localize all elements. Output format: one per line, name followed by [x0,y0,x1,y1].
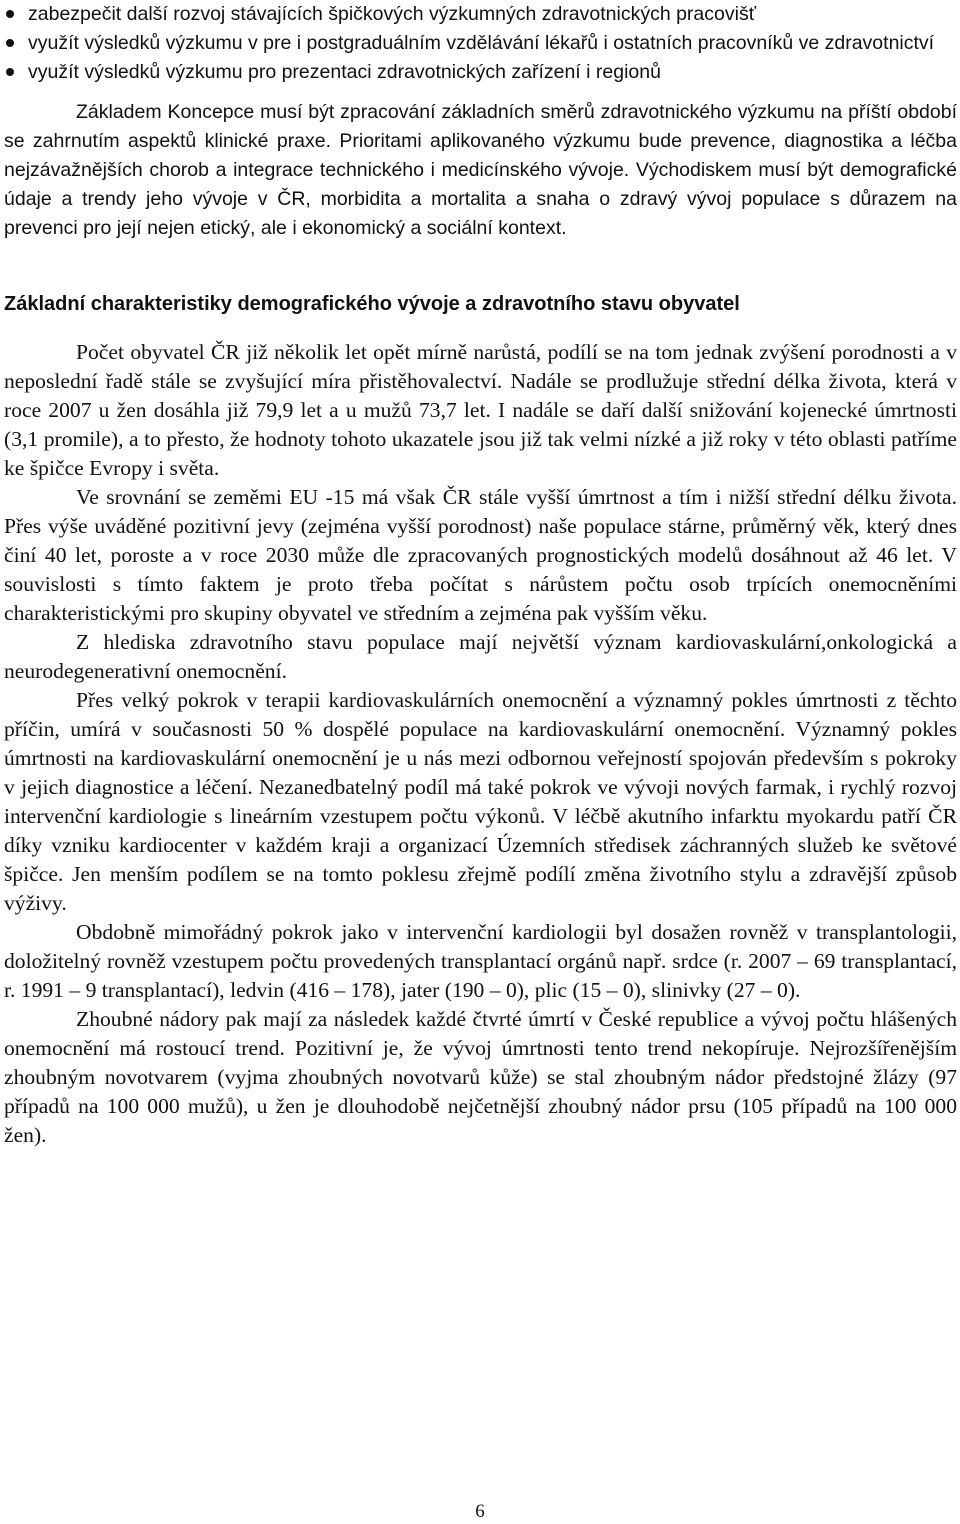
body-paragraph: Ve srovnání se zeměmi EU -15 má však ČR stále vyšší úmrtnost a tím i nižší střední délku života. Přes výše uváděné pozitivní jevy (zejména vyšší porodnost) naše populace stárne, průměrný věk, který dnes činí 40 let, poroste a v roce 2030 může dle zpracovaných prognostických modelů dosáhnout až 46 let. V souvislosti s tímto faktem je proto třeba počítat s nárůstem počtu osob trpících onemocněními charakteristickými pro skupiny obyvatel ve středním a zejména pak vyšším věku. [4,485,957,625]
body-paragraph: Počet obyvatel ČR již několik let opět mírně narůstá, podílí se na tom jednak zvýšení porodnosti a v neposlední řadě stále se zvyšující míra přistěhovalectví. Nadále se prodlužuje střední délka života, která v roce 2007 u žen dosáhla již 79,9 let a u mužů 73,7 let. I nadále se daří další snižování kojenecké úmrtnosti (3,1 promile), a to přesto, že hodnoty tohoto ukazatele jsou již tak velmi nízké a již roky v této oblasti patříme ke špičce Evropy i světa. [4,340,957,480]
bullet-item [4,0,957,29]
page-content [4,0,957,1150]
body-paragraph: Zhoubné nádory pak mají za následek každé čtvrté úmrtí v České republice a vývoj počtu hlášených onemocnění má rostoucí trend. Pozitivní je, že vývoj úmrtnosti tento trend nekopíruje. Nejrozšířenějším zhoubným novotvarem (vyjma zhoubných novotvarů kůže) se stal zhoubným nádor předstojné žlázy (97 případů na 100 000 mužů), u žen je dlouhodobě nejčetnější zhoubný nádor prsu (105 případů na 100 000 žen). [4,1007,957,1147]
page-number: 6 [475,1501,485,1522]
bullet-icon [6,39,14,47]
bullet-item [4,29,957,58]
bullet-item [4,58,957,87]
body-paragraph: Obdobně mimořádný pokrok jako v intervenční kardiologii byl dosažen rovněž v transplantologii, doložitelný rovněž vzestupem počtu provedených transplantací orgánů např. srdce (r. 2007 – 69 transplantací, r. 1991 – 9 transplantací), ledvin (416 – 178), jater (190 – 0), plic (15 – 0), slinivky (27 – 0). [4,920,957,1002]
intro-paragraph: Základem Koncepce musí být zpracování základních směrů zdravotnického výzkumu na příští období se zahrnutím aspektů klinické praxe. Prioritami aplikovaného výzkumu bude prevence, diagnostika a léčba nejzávažnějších chorob a integrace technického i medicínského vývoje. Východiskem musí být demografické údaje a trendy jeho vývoje v ČR, morbidita a mortalita a snaha o zdravý vývoj populace s důrazem na prevenci pro její nejen etický, ale i ekonomický a sociální kontext. [4,101,957,239]
body-paragraph: Z hlediska zdravotního stavu populace mají největší význam kardiovaskulární,onkologická a neurodegenerativní onemocnění. [4,630,957,683]
bullet-text: využít výsledků výzkumu pro prezentaci zdravotnických zařízení i regionů [28,61,661,83]
section-body [4,338,957,1150]
bullet-text: zabezpečit další rozvoj stávajících špičkových výzkumných zdravotnických pracovišť [28,3,757,25]
bullet-icon [6,10,14,18]
bullet-text: využít výsledků výzkumu v pre i postgraduálním vzdělávání lékařů i ostatních pracovníků ve zdravotnictví [28,32,935,54]
bullet-list [4,0,957,87]
section-heading: Základní charakteristiky demografického vývoje a zdravotního stavu obyvatel [4,293,740,315]
body-paragraph: Přes velký pokrok v terapii kardiovaskulárních onemocnění a významný pokles úmrtnosti z těchto příčin, umírá v současnosti 50 % dospělé populace na kardiovaskulární onemocnění. Významný pokles úmrtnosti na kardiovaskulární onemocnění je u nás mezi odbornou veřejností spojován především s pokroky v jejich diagnostice a léčení. Nezanedbatelný podíl má také pokrok ve vývoji nových farmak, i rychlý rozvoj intervenční kardiologie s lineárním vzestupem počtu výkonů. V léčbě akutního infarktu myokardu patří ČR díky vzniku kardiocenter v každém kraji a organizací Územních středisek záchranných služeb ke světové špičce. Jen menším podílem se na tomto poklesu zřejmě podílí změna životního stylu a zdravější způsob výživy. [4,688,957,915]
bullet-icon [6,68,14,76]
